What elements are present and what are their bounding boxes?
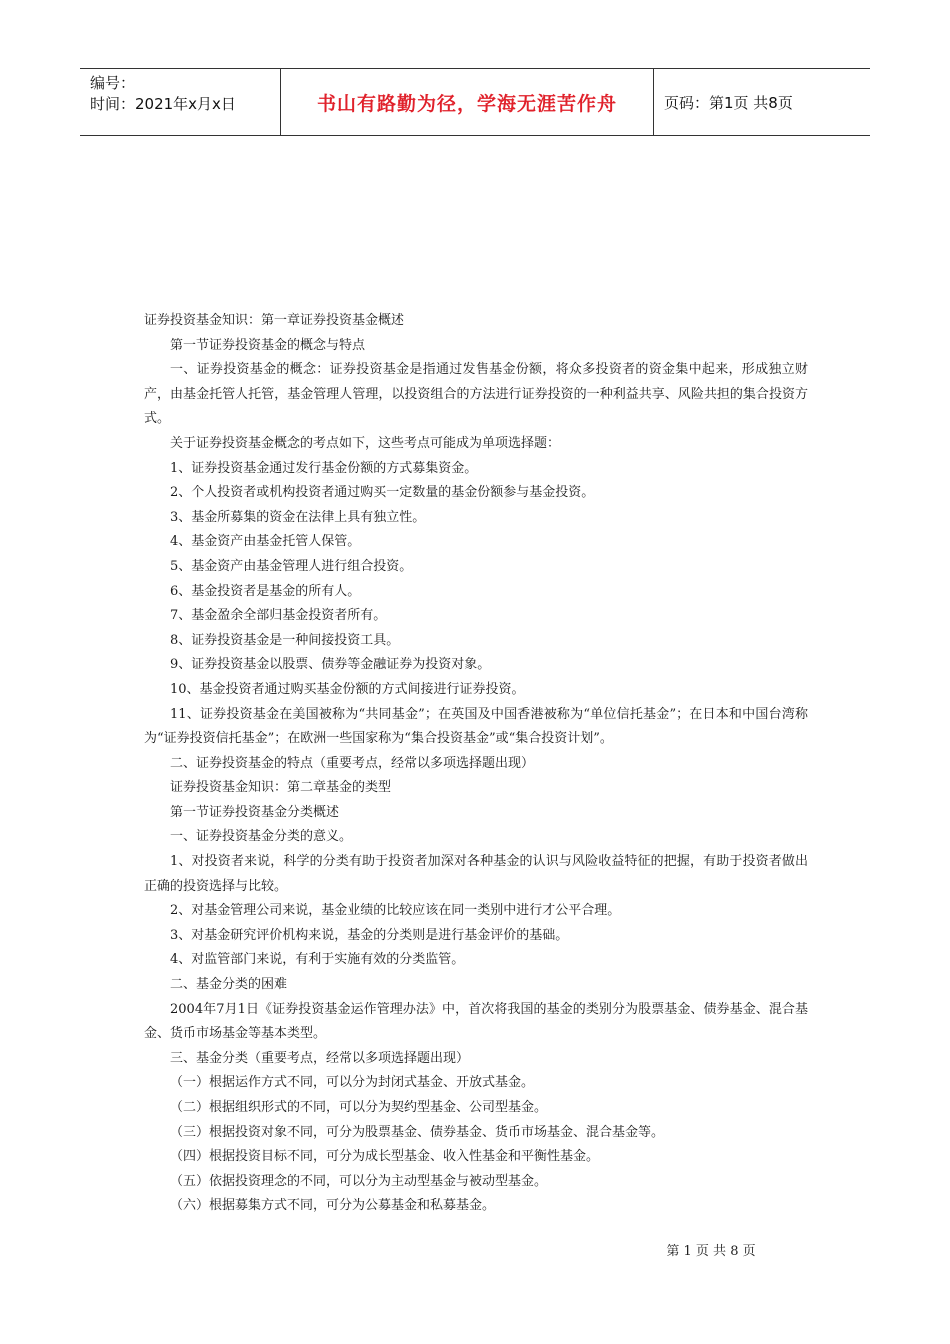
paragraph: （五）依据投资理念的不同，可以分为主动型基金与被动型基金。 xyxy=(170,1173,548,1189)
paragraph: 9、证券投资基金以股票、债券等金融证券为投资对象。 xyxy=(170,657,491,673)
paragraph: （三）根据投资对象不同，可分为股票基金、债券基金、货币市场基金、混合基金等。 xyxy=(170,1124,665,1140)
header-page-label: 页码：第1页 共8页 xyxy=(664,93,793,112)
paragraph: （一）根据运作方式不同，可以分为封闭式基金、开放式基金。 xyxy=(170,1075,535,1091)
header-page-cell xyxy=(654,69,870,135)
paragraph: 第一节证券投资基金分类概述 xyxy=(170,804,340,820)
paragraph: 2004年7月1日《证券投资基金运作管理办法》中，首次将我国的基金的类别分为股票基金、债券基金、混合基金、货币市场基金等基本类型。 xyxy=(144,1001,808,1042)
footer-page-number: 第 1 页 共 8 页 xyxy=(666,1244,756,1259)
paragraph: （六）根据募集方式不同，可分为公募基金和私募基金。 xyxy=(170,1198,496,1214)
paragraph: （二）根据组织形式的不同，可以分为契约型基金、公司型基金。 xyxy=(170,1100,548,1115)
paragraph: 二、基金分类的困难 xyxy=(170,977,288,993)
paragraph: 关于证券投资基金概念的考点如下，这些考点可能成为单项选择题： xyxy=(170,435,561,451)
paragraph: 5、基金资产由基金管理人进行组合投资。 xyxy=(170,558,413,574)
date-label: 时间：2021年x月x日 xyxy=(90,95,236,113)
paragraph: 7、基金盈余全部归基金投资者所有。 xyxy=(170,608,387,624)
paragraph: 3、基金所募集的资金在法律上具有独立性。 xyxy=(170,509,426,525)
document-body xyxy=(144,309,808,1219)
paragraph: 2、个人投资者或机构投资者通过购买一定数量的基金份额参与基金投资。 xyxy=(170,485,595,501)
number-label: 编号： xyxy=(90,74,136,92)
paragraph: 二、证券投资基金的特点（重要考点，经常以多项选择题出现） xyxy=(170,755,535,771)
paragraph: 8、证券投资基金是一种间接投资工具。 xyxy=(170,632,400,648)
paragraph: 第一节证券投资基金的概念与特点 xyxy=(170,337,366,353)
paragraph: 3、对基金研究评价机构来说，基金的分类则是进行基金评价的基础。 xyxy=(170,927,569,943)
header-motto: 书山有路勤为径，学海无涯苦作舟 xyxy=(316,92,617,115)
paragraph: （四）根据投资目标不同，可分为成长型基金、收入性基金和平衡性基金。 xyxy=(170,1149,600,1165)
paragraph: 证券投资基金知识：第二章基金的类型 xyxy=(170,780,392,796)
paragraph: 三、基金分类（重要考点，经常以多项选择题出现） xyxy=(170,1050,470,1066)
document-header xyxy=(80,68,870,136)
page-footer xyxy=(0,1240,950,1259)
paragraph: 2、对基金管理公司来说，基金业绩的比较应该在同一类别中进行才公平合理。 xyxy=(170,903,621,919)
paragraph: 10、基金投资者通过购买基金份额的方式间接进行证券投资。 xyxy=(170,681,525,697)
paragraph: 4、基金资产由基金托管人保管。 xyxy=(170,534,361,550)
paragraph: 一、证券投资基金分类的意义。 xyxy=(170,829,353,845)
header-meta xyxy=(80,69,281,135)
paragraph: 1、证券投资基金通过发行基金份额的方式募集资金。 xyxy=(170,460,478,476)
paragraph: 1、对投资者来说，科学的分类有助于投资者加深对各种基金的认识与风险收益特征的把握，有助于投资者做出正确的投资选择与比较。 xyxy=(144,854,808,894)
paragraph: 11、证券投资基金在美国被称为“共同基金”；在英国及中国香港被称为“单位信托基金”；在日本和中国台湾称为“证券投资信托基金”；在欧洲一些国家称为“集合投资基金”或“集合投资计划”。 xyxy=(144,706,808,747)
header-motto-cell xyxy=(281,69,654,135)
paragraph: 4、对监管部门来说，有利于实施有效的分类监管。 xyxy=(170,952,465,968)
paragraph: 证券投资基金知识：第一章证券投资基金概述 xyxy=(144,313,405,328)
paragraph: 一、证券投资基金的概念：证券投资基金是指通过发售基金份额，将众多投资者的资金集中起来，形成独立财产，由基金托管人托管，基金管理人管理，以投资组合的方法进行证券投资的一种利益共享、风险共担的集合投资方式。 xyxy=(144,362,808,427)
paragraph: 6、基金投资者是基金的所有人。 xyxy=(170,583,361,599)
